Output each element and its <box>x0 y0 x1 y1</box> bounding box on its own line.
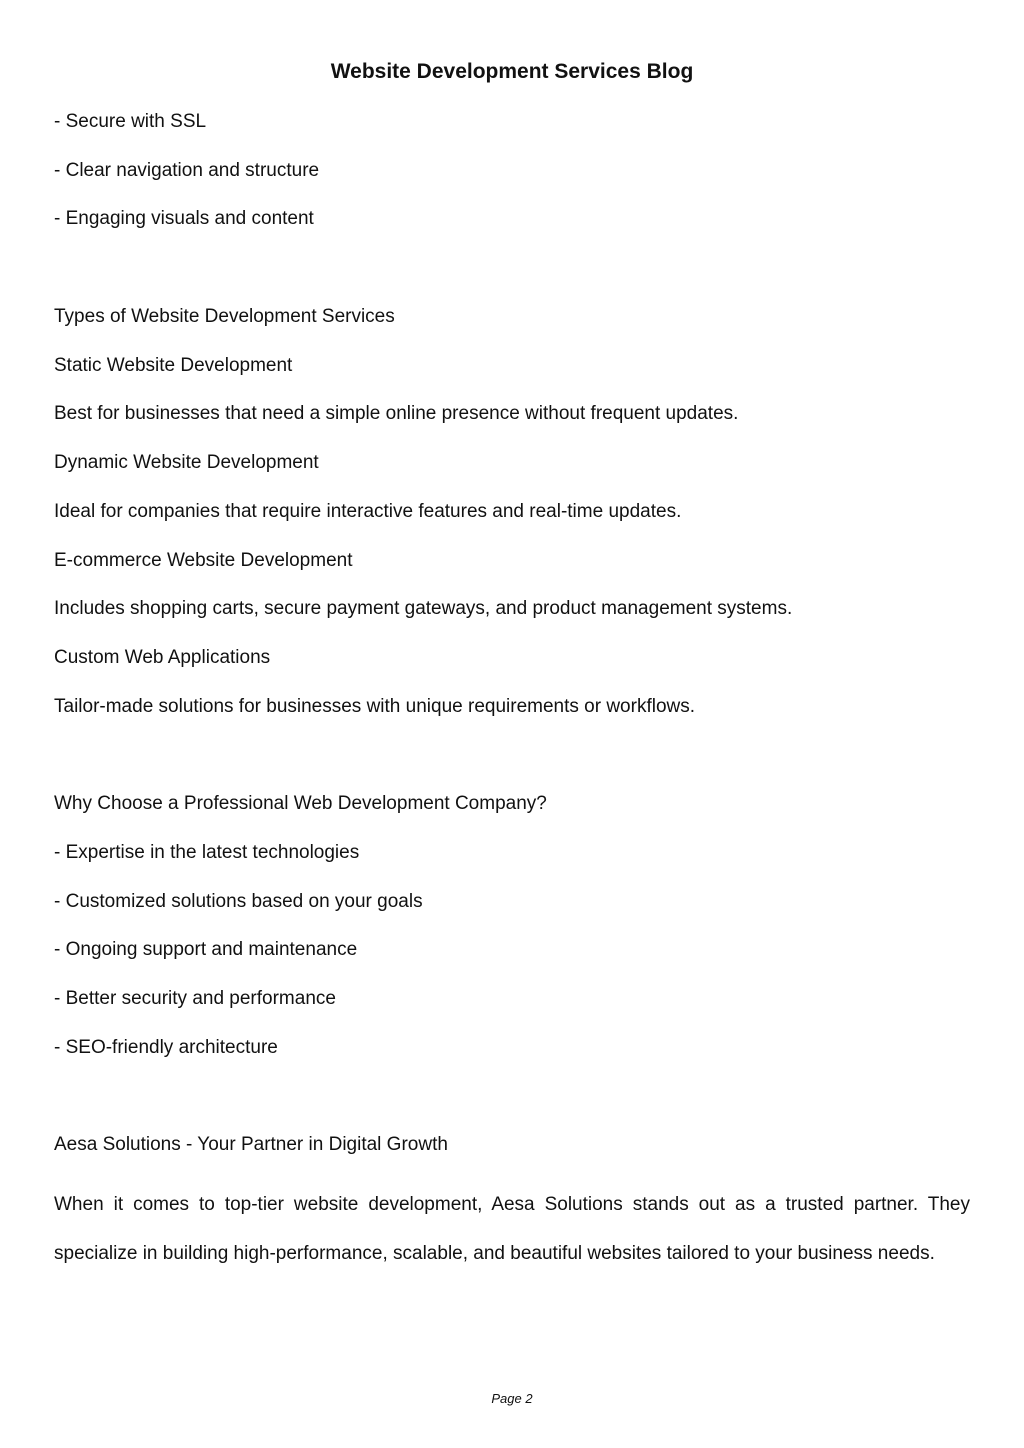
why-bullet-security: - Better security and performance <box>54 988 336 1009</box>
type-dynamic-name: Dynamic Website Development <box>54 452 319 473</box>
page-number: Page 2 <box>491 1391 533 1406</box>
types-section-heading: Types of Website Development Services <box>54 306 395 327</box>
why-bullet-expertise: - Expertise in the latest technologies <box>54 842 360 863</box>
type-static-name: Static Website Development <box>54 355 293 376</box>
why-section-heading: Why Choose a Professional Web Development Company? <box>54 793 547 814</box>
why-bullet-seo: - SEO-friendly architecture <box>54 1037 278 1058</box>
type-custom-name: Custom Web Applications <box>54 647 271 668</box>
intro-bullet-navigation: - Clear navigation and structure <box>54 160 320 181</box>
type-custom-description: Tailor-made solutions for businesses with unique requirements or workflows. <box>54 696 696 717</box>
document-title: Website Development Services Blog <box>330 60 694 83</box>
partner-section-heading: Aesa Solutions - Your Partner in Digital Growth <box>54 1134 448 1155</box>
type-static-description: Best for businesses that need a simple online presence without frequent updates. <box>54 403 739 424</box>
why-bullet-customized: - Customized solutions based on your goals <box>54 891 423 912</box>
type-ecommerce-name: E-commerce Website Development <box>54 550 353 571</box>
partner-paragraph: When it comes to top-tier website development, Aesa Solutions stands out as a trusted partner. They specialize in building high-performance, scalable, and beautiful websites tailored to your business needs. <box>54 1194 970 1264</box>
intro-bullet-ssl: - Secure with SSL <box>54 111 207 132</box>
intro-bullet-visuals: - Engaging visuals and content <box>54 208 314 229</box>
type-dynamic-description: Ideal for companies that require interactive features and real-time updates. <box>54 501 682 522</box>
type-ecommerce-description: Includes shopping carts, secure payment gateways, and product management systems. <box>54 598 793 619</box>
why-bullet-support: - Ongoing support and maintenance <box>54 939 358 960</box>
